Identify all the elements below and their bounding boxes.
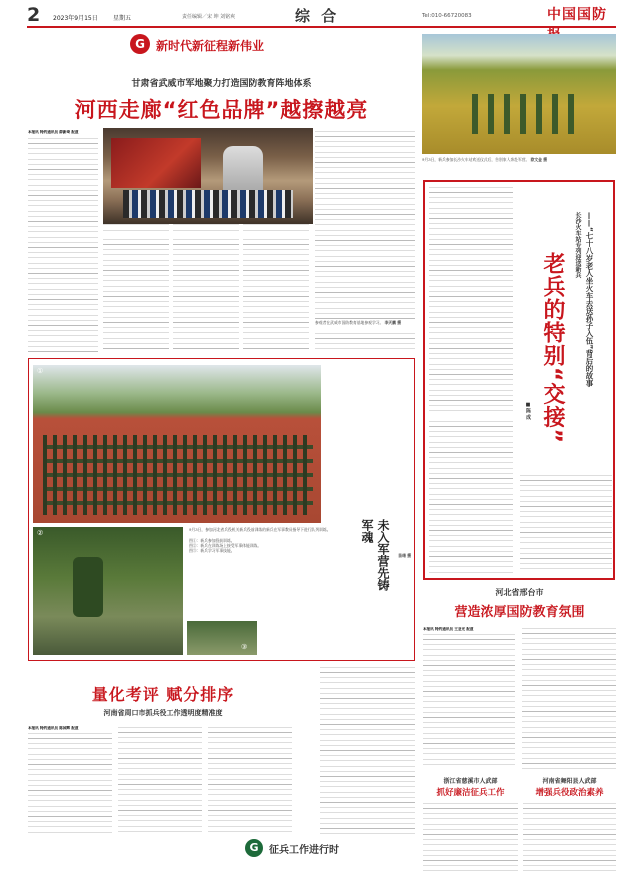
lead-kicker: 甘肃省武威市军地聚力打造国防教育阵地体系 — [131, 79, 312, 89]
wuyang-kicker: 河南省舞阳县人武部 — [542, 778, 597, 785]
climbing-recruit — [73, 557, 103, 617]
lead-author: 本报讯 特约通讯员 薛新琦 报道 — [28, 130, 79, 134]
text-column — [173, 238, 239, 353]
veteran-headline: 老兵的特别“交接” — [540, 252, 565, 444]
wuyang-headline: 增强兵役政治素养 — [535, 788, 604, 798]
harvest-credit: 欧文金 摄 — [530, 157, 548, 162]
lead-headline: 河西走廊“红色品牌”越擦越亮 — [74, 98, 369, 122]
hebei-headline: 营造浓厚国防教育氛围 — [454, 605, 585, 620]
recruits-formation — [43, 435, 313, 515]
lead-photo — [103, 128, 313, 224]
field-soldiers — [462, 94, 582, 134]
photo-index-2: ② — [37, 529, 44, 537]
training-caption: 图②：新兵在训练场上接受军事体能训练。 — [189, 543, 262, 548]
section-title: 综 合 — [295, 7, 340, 25]
veteran-story-frame — [423, 180, 615, 580]
text-column — [429, 420, 513, 575]
text-column — [28, 732, 112, 836]
text-column — [103, 238, 169, 353]
text-column — [208, 726, 292, 836]
henan-headline: 量化考评 赋分排序 — [91, 685, 235, 704]
newspaper-logo: 中国国防 — [547, 7, 607, 23]
henan-author: 本报讯 特约通讯员 陈国辉 报道 — [28, 726, 79, 730]
training-headline: 未入军营先铸军魂 — [360, 519, 390, 591]
photo-caption — [315, 320, 415, 325]
photo-caption-text: 参观者在武威市国防教育基地参观学习。 — [315, 320, 384, 325]
photo-index-1: ① — [37, 367, 44, 375]
training-photo-1 — [33, 365, 321, 523]
telephone: Tel:010-66720083 — [422, 13, 472, 19]
training-credit: 苗绪 摄 — [398, 553, 411, 558]
bottom-banner — [245, 838, 395, 860]
issue-date: 2023年9月15日 — [53, 15, 98, 22]
text-column — [320, 666, 415, 836]
banner-title: 新时代新征程新伟业 — [156, 39, 265, 53]
text-column — [423, 633, 515, 769]
training-caption: 9月3日，参加河北省兵役机关新兵役前训练的新兵在军事教员指导下进行队列训练。 — [189, 527, 331, 532]
cixi-headline: 抓好廉洁征兵工作 — [436, 788, 505, 798]
text-column — [423, 802, 518, 872]
masthead-rule — [27, 26, 616, 28]
page-number: 2 — [27, 4, 41, 26]
photo-index-3: ③ — [241, 643, 248, 651]
veteran-kicker: ——“七十八岁老人坐火车去送孙子入伍”背后的故事 — [585, 212, 594, 387]
editor-line: 责任编辑／宋 坤 刘铭爽 — [182, 14, 236, 20]
harvest-photo — [422, 34, 616, 154]
harvest-caption — [422, 157, 616, 162]
text-column — [28, 137, 98, 353]
exhibit-wall — [111, 138, 201, 188]
training-block — [28, 358, 415, 661]
hebei-story — [423, 585, 616, 770]
training-photo-3 — [187, 621, 257, 655]
masthead — [27, 2, 617, 28]
cixi-story — [423, 776, 518, 876]
henan-story — [28, 666, 415, 838]
banner-emblem-icon: G — [130, 34, 150, 54]
text-column — [523, 802, 616, 872]
text-column — [243, 238, 309, 353]
section-banner — [130, 34, 290, 54]
training-captions — [189, 527, 411, 558]
text-column — [522, 627, 616, 769]
photo-credit: 李天鹏 摄 — [384, 320, 402, 325]
wuyang-story — [523, 776, 616, 876]
text-column — [315, 130, 415, 320]
hebei-kicker: 河北省邢台市 — [495, 588, 544, 597]
lead-story — [28, 62, 415, 354]
cixi-kicker: 浙江省慈溪市人武部 — [443, 778, 498, 785]
veteran-kicker-2: 长沙火车站专列迎送新兵 — [574, 212, 581, 278]
visitors — [123, 190, 293, 218]
hebei-author: 本报讯 特约通讯员 王亚光 报道 — [423, 627, 474, 631]
bottom-banner-title: 征兵工作进行时 — [269, 845, 339, 856]
text-column — [118, 726, 202, 836]
weekday: 星期五 — [113, 15, 132, 22]
training-caption: 图①：新兵参加役前训练。 — [189, 538, 235, 543]
text-column — [520, 474, 612, 574]
lead-body-text — [28, 130, 415, 354]
training-photo-2 — [33, 527, 183, 655]
text-column — [315, 332, 415, 353]
veteran-author: ■陈 成 — [525, 402, 531, 420]
henan-kicker: 河南省周口市抓兵役工作透明度精准度 — [103, 708, 223, 717]
text-column — [429, 186, 513, 416]
bottom-emblem-icon: G — [245, 839, 263, 857]
training-caption: 图③：新兵学习军事技能。 — [189, 548, 235, 553]
harvest-caption-text: 9月3日，新兵参加长沙火车站欢送仪式后，告别家人奔赴军营。 — [422, 157, 530, 162]
